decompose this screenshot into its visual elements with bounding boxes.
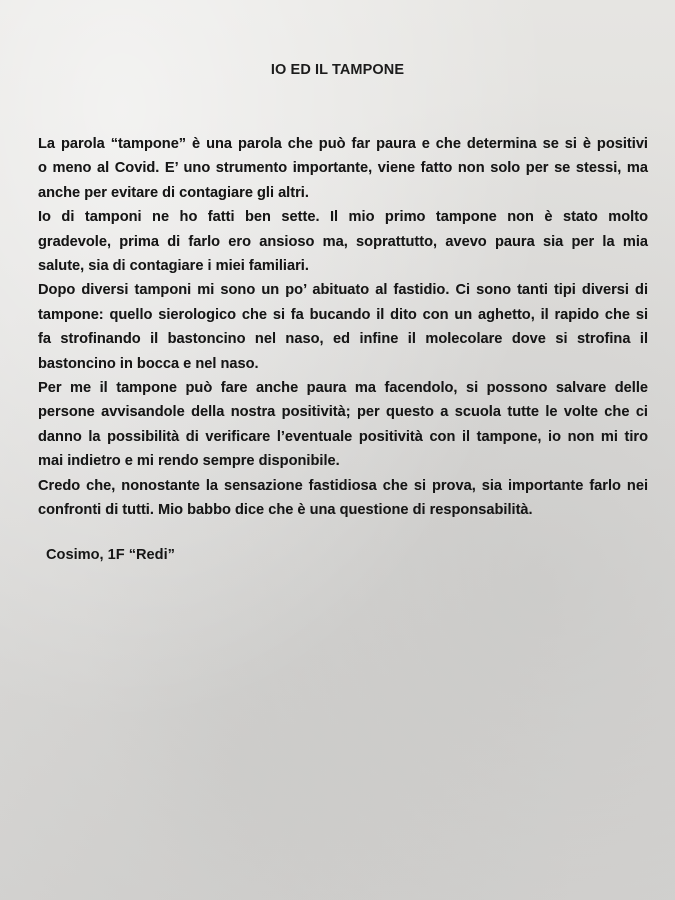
body-line: Per me il tampone può fare anche paura ma facendolo, si possono salvare delle xyxy=(38,380,648,397)
body-line: Dopo diversi tamponi mi sono un po’ abituato al fastidio. Ci sono tanti tipi diversi di xyxy=(38,282,648,299)
body-line: anche per evitare di contagiare gli altri. xyxy=(38,184,309,201)
body-line: confronti di tutti. Mio babbo dice che è una questione di responsabilità. xyxy=(38,502,533,519)
body-line: Io di tamponi ne ho fatti ben sette. Il mio primo tampone non è stato molto xyxy=(38,209,648,226)
body-line: Credo che, nonostante la sensazione fastidiosa che si prova, sia importante farlo nei xyxy=(38,477,648,494)
body-line: tampone: quello sierologico che si fa bucando il dito con un aghetto, il rapido che si xyxy=(38,306,648,323)
body-line: gradevole, prima di farlo ero ansioso ma, soprattutto, avevo paura sia per la mia xyxy=(38,233,648,250)
body-line: bastoncino in bocca e nel naso. xyxy=(38,355,259,372)
document-title: IO ED IL TAMPONE xyxy=(270,62,405,78)
body-line: danno la possibilità di verificare l’eventuale positività con il tampone, io non mi tiro xyxy=(38,428,648,445)
body-line: persone avvisandole della nostra positività; per questo a scuola tutte le volte che ci xyxy=(38,404,648,421)
document-body xyxy=(38,132,648,523)
body-line: salute, sia di contagiare i miei familiari. xyxy=(38,258,309,275)
signature: Cosimo, 1F “Redi” xyxy=(46,547,175,563)
body-line: fa strofinando il bastoncino nel naso, ed infine il molecolare dove si strofina il xyxy=(38,331,648,348)
body-line: mai indietro e mi rendo sempre disponibile. xyxy=(38,453,340,470)
body-line: La parola “tampone” è una parola che può far paura e che determina se si è positivi xyxy=(38,136,648,152)
body-line: o meno al Covid. E’ uno strumento importante, viene fatto non solo per se stessi, ma xyxy=(38,160,648,177)
